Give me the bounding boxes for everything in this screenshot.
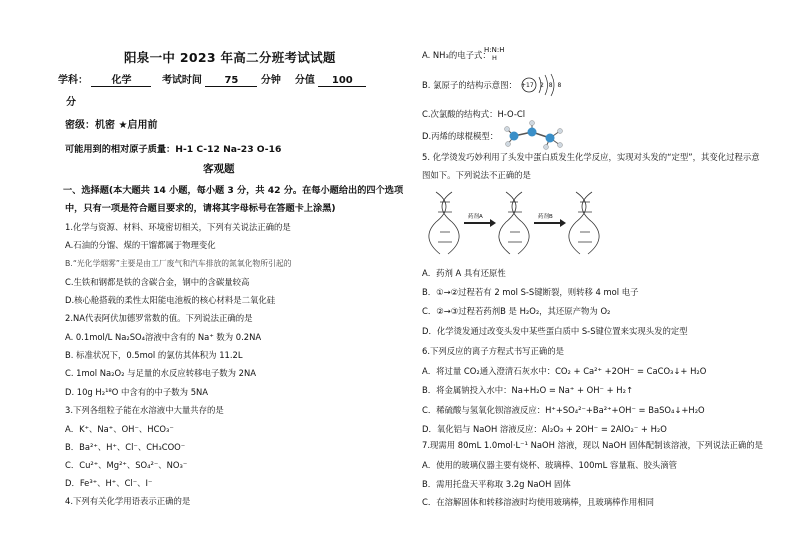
hair-perm-process-diagram xyxy=(426,188,626,258)
option-d: D．化学烫发通过改变头发中某些蛋白质中 S-S键位置来实现头发的定型 xyxy=(422,326,688,336)
chlorine-nucleus-charge: +17 xyxy=(521,82,534,89)
exam-title: 阳泉一中 2023 年高二分班考试试题 xyxy=(124,50,336,65)
nh3-bottom-h: H xyxy=(492,54,497,62)
option-c: C．稀硫酸与氢氧化钡溶液反应：H⁺+SO₄²⁻+Ba²⁺+OH⁻ = BaSO₄↓+H₂O xyxy=(422,405,705,415)
reagent-b-label: 药剂B xyxy=(538,214,553,220)
question-stem-line-2: 图如下。下列说法不正确的是 xyxy=(422,170,531,180)
score-label: 分值 xyxy=(294,75,315,86)
option-b: B. 氯原子的结构示意图： xyxy=(422,80,517,90)
option-c: C．Cu²⁺、Mg²⁺、SO₄²⁻、NO₃⁻ xyxy=(65,460,188,470)
option-d: D.核心舱搭载的柔性太阳能电池板的核心材料是二氧化硅 xyxy=(65,295,276,305)
option-d: D. 10g H₂¹⁸O 中含有的中子数为 5NA xyxy=(65,387,209,397)
option-c: C.次氯酸的结构式：H-O-Cl xyxy=(422,109,526,119)
option-c: C.生铁和钢都是铁的含碳合金，钢中的含碳量较高 xyxy=(65,277,250,287)
option-a: A．使用的玻璃仪器主要有烧杯、玻璃棒、100mL 容量瓶、胶头滴管 xyxy=(422,460,677,470)
instructions-line-1: 一、选择题(本大题共 14 小题，每小题 3 分，共 42 分。在每小题给出的四个选项 xyxy=(63,185,404,196)
propene-ball-stick-model xyxy=(502,120,572,150)
option-b: B．Ba²⁺、H⁺、Cl⁻、CH₃COO⁻ xyxy=(65,442,186,452)
option-c: C．②→③过程若药剂B 是 H₂O₂，其还原产物为 O₂ xyxy=(422,306,611,316)
time-unit: 分钟 xyxy=(260,75,281,86)
exam-info-line xyxy=(58,75,366,87)
subject-value: 化学 xyxy=(91,75,151,87)
question-stem-line-1: 5. 化学烫发巧妙利用了头发中蛋白质发生化学反应，实现对头发的“定型”，其变化过程示意 xyxy=(422,152,760,162)
nh3-electron-formula: H:N:H xyxy=(484,46,505,54)
option-a: A．药剂 A 具有还原性 xyxy=(422,268,506,278)
option-a: A. 0.1mol/L Na₂SO₄溶液中含有的 Na⁺ 数为 0.2NA xyxy=(65,332,262,342)
question-stem: 4.下列有关化学用语表示正确的是 xyxy=(65,496,191,506)
question-stem: 3.下列各组粒子能在水溶液中大量共存的是 xyxy=(65,405,224,415)
time-label: 考试时间 xyxy=(161,75,202,86)
secret-level: 密级：机密 ★启用前 xyxy=(65,120,158,131)
option-d: D．Fe³⁺、H⁺、Cl⁻、I⁻ xyxy=(65,478,153,488)
option-a: A．K⁺、Na⁺、OH⁻、HCO₃⁻ xyxy=(65,424,174,434)
option-b: B. 标准状况下，0.5mol 的氯仿其体积为 11.2L xyxy=(65,350,243,360)
chlorine-shell-electrons: 2 8 8 xyxy=(540,82,563,89)
section-title: 客观题 xyxy=(203,163,235,175)
option-a: A．将过量 CO₂通入澄清石灰水中：CO₂ + Ca²⁺ +2OH⁻ = CaCO₃↓+ H₂O xyxy=(422,366,707,376)
question-stem: 6.下列反应的离子方程式书写正确的是 xyxy=(422,346,564,356)
option-b: B.“光化学烟雾”主要是由工厂废气和汽车排放的氮氧化物所引起的 xyxy=(65,259,292,268)
question-stem: 7.现需用 80mL 1.0mol·L⁻¹ NaOH 溶液，现以 NaOH 固体配制该溶液，下列说法正确的是 xyxy=(422,440,764,450)
instructions-line-2: 中，只有一项是符合题目要求的，请将其字母标号在答题卡上涂黑) xyxy=(65,203,336,214)
option-b: B．①→②过程若有 2 mol S-S键断裂，则转移 4 mol 电子 xyxy=(422,287,639,297)
question-stem: 1.化学与资源、材料、环境密切相关，下列有关说法正确的是 xyxy=(65,222,291,232)
option-a: A. NH₃的电子式： xyxy=(422,50,491,60)
subject-label: 学科： xyxy=(58,75,88,86)
option-c: C. 1mol Na₂O₂ 与足量的水反应转移电子数为 2NA xyxy=(65,368,256,378)
option-d: D．氧化铝与 NaOH 溶液反应：Al₂O₃ + 2OH⁻ = 2AlO₂⁻ + H₂O xyxy=(422,424,667,434)
reagent-a-label: 药剂A xyxy=(468,214,483,220)
atomic-masses: 可能用到的相对原子质量：H-1 C-12 Na-23 O-16 xyxy=(65,144,282,155)
question-stem: 2.NA代表阿伏加德罗常数的值。下列说法正确的是 xyxy=(65,313,253,323)
score-unit: 分 xyxy=(66,97,76,108)
score-value: 100 xyxy=(318,75,366,87)
option-a: A.石油的分馏、煤的干馏都属于物理变化 xyxy=(65,240,216,250)
option-b: B．将金属钠投入水中：Na+H₂O = Na⁺ + OH⁻ + H₂↑ xyxy=(422,385,633,395)
option-b: B．需用托盘天平称取 3.2g NaOH 固体 xyxy=(422,479,571,489)
option-c: C．在溶解固体和转移溶液时均使用玻璃棒，且玻璃棒作用相同 xyxy=(422,497,654,507)
option-d: D.丙烯的球棍模型： xyxy=(422,131,499,141)
time-value: 75 xyxy=(205,75,257,87)
